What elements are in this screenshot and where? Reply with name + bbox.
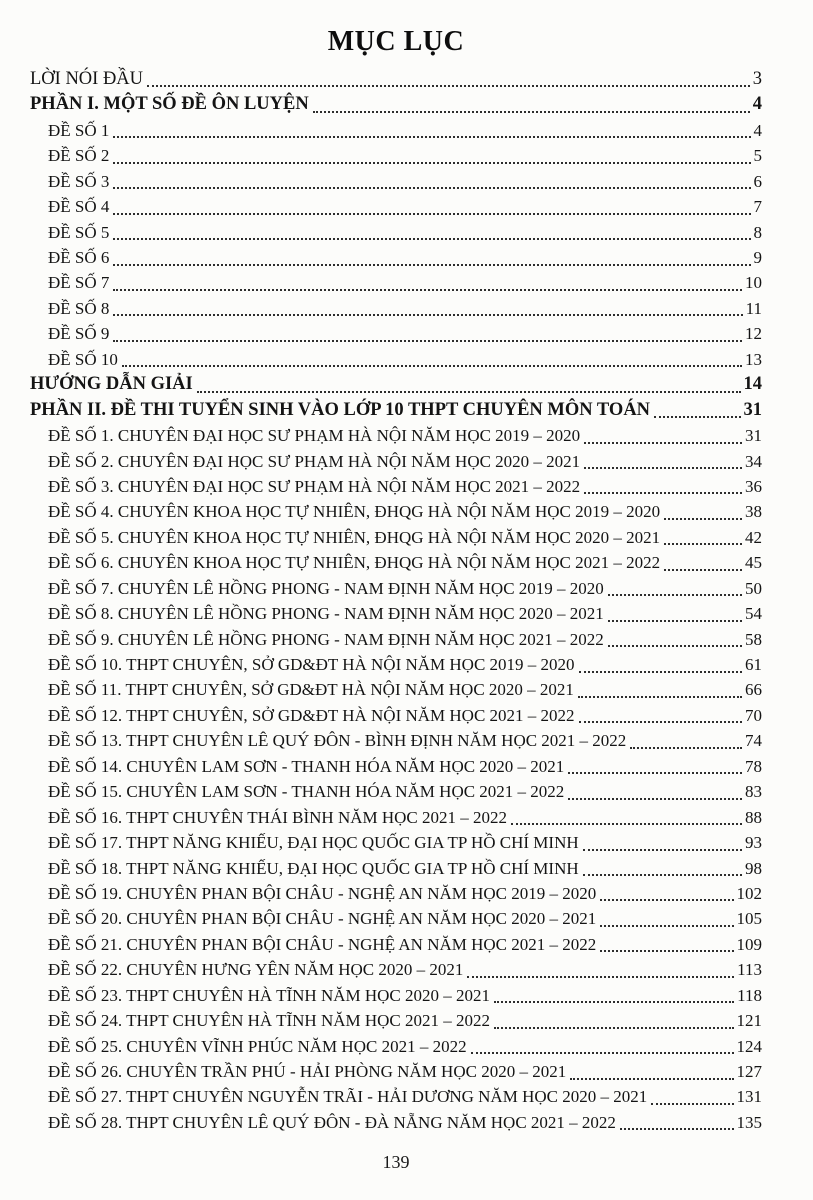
- dot-leader: [620, 1128, 734, 1130]
- toc-entry: [30, 601, 762, 626]
- toc-entry: [30, 703, 762, 728]
- toc-entry-label: ĐỀ SỐ 22. CHUYÊN HƯNG YÊN NĂM HỌC 2020 – 2021: [48, 960, 464, 980]
- dot-leader: [583, 849, 742, 851]
- toc-entry: [30, 652, 762, 677]
- toc-entry: [30, 678, 762, 703]
- dot-leader: [654, 416, 740, 418]
- toc-entry-label: ĐỀ SỐ 9: [48, 324, 110, 344]
- toc-entry: [30, 576, 762, 601]
- toc-entry-label: ĐỀ SỐ 19. CHUYÊN PHAN BỘI CHÂU - NGHỆ AN NĂM HỌC 2019 – 2020: [48, 883, 597, 903]
- toc-entry-label: ĐỀ SỐ 15. CHUYÊN LAM SƠN - THANH HÓA NĂM HỌC 2021 – 2022: [48, 782, 565, 802]
- toc-entry-page: 31: [745, 426, 762, 446]
- dot-leader: [608, 594, 742, 596]
- dot-leader: [113, 213, 750, 215]
- toc-entry-label: ĐỀ SỐ 9. CHUYÊN LÊ HỒNG PHONG - NAM ĐỊNH NĂM HỌC 2021 – 2022: [48, 629, 604, 649]
- toc-entry-label: ĐỀ SỐ 4. CHUYÊN KHOA HỌC TỰ NHIÊN, ĐHQG HÀ NỘI NĂM HỌC 2019 – 2020: [48, 502, 661, 522]
- toc-entry-label: ĐỀ SỐ 23. THPT CHUYÊN HÀ TĨNH NĂM HỌC 2020 – 2021: [48, 985, 491, 1005]
- toc-entry-label: ĐỀ SỐ 11. THPT CHUYÊN, SỞ GD&ĐT HÀ NỘI NĂM HỌC 2020 – 2021: [48, 680, 574, 700]
- toc-entry-page: 10: [745, 273, 762, 293]
- toc-entry-label: PHẦN II. ĐỀ THI TUYỂN SINH VÀO LỚP 10 THPT CHUYÊN MÔN TOÁN: [30, 399, 651, 420]
- toc-entry-page: 118: [737, 985, 762, 1005]
- toc-entry-label: ĐỀ SỐ 16. THPT CHUYÊN THÁI BÌNH NĂM HỌC 2021 – 2022: [48, 807, 508, 827]
- toc-entry-page: 135: [736, 1112, 762, 1132]
- toc-entry: [30, 194, 762, 219]
- toc-entry-page: 124: [736, 1036, 762, 1056]
- toc-entry-label: ĐỀ SỐ 24. THPT CHUYÊN HÀ TĨNH NĂM HỌC 2021 – 2022: [48, 1011, 491, 1031]
- toc-entry-label: ĐỀ SỐ 8: [48, 298, 110, 318]
- toc-entry: [30, 805, 762, 830]
- toc-entry: [30, 372, 762, 397]
- toc-entry-label: ĐỀ SỐ 10: [48, 349, 118, 369]
- toc-entry-page: 109: [736, 934, 762, 954]
- toc-entry: [30, 398, 762, 423]
- dot-leader: [584, 467, 742, 469]
- dot-leader: [113, 162, 750, 164]
- toc-entry-page: 12: [745, 324, 762, 344]
- toc-entry: [30, 271, 762, 296]
- toc-entry-label: ĐỀ SỐ 7: [48, 273, 110, 293]
- toc-entry: [30, 779, 762, 804]
- toc-entry: [30, 118, 762, 143]
- toc-entry-page: 38: [745, 502, 762, 522]
- dot-leader: [579, 671, 742, 673]
- toc-entry: [30, 1034, 762, 1059]
- dot-leader: [197, 391, 741, 393]
- toc-entry-label: ĐỀ SỐ 7. CHUYÊN LÊ HỒNG PHONG - NAM ĐỊNH NĂM HỌC 2019 – 2020: [48, 578, 604, 598]
- toc-entry-page: 78: [745, 756, 762, 776]
- dot-leader: [113, 238, 750, 240]
- toc-entry-page: 34: [745, 451, 762, 471]
- toc-entry-label: ĐỀ SỐ 27. THPT CHUYÊN NGUYỄN TRÃI - HẢI DƯƠNG NĂM HỌC 2020 – 2021: [48, 1087, 648, 1107]
- dot-leader: [113, 264, 750, 266]
- toc-entry: [30, 92, 762, 117]
- toc-entry: [30, 754, 762, 779]
- dot-leader: [122, 365, 742, 367]
- toc-entry-page: 83: [745, 782, 762, 802]
- toc-entry-label: ĐỀ SỐ 5: [48, 222, 110, 242]
- toc-entry-page: 31: [743, 399, 762, 420]
- toc-entry: [30, 627, 762, 652]
- toc-entry: [30, 856, 762, 881]
- toc-entry-label: ĐỀ SỐ 4: [48, 197, 110, 217]
- toc-entry-label: ĐỀ SỐ 2: [48, 146, 110, 166]
- toc-entry: [30, 881, 762, 906]
- toc-entry-label: ĐỀ SỐ 8. CHUYÊN LÊ HỒNG PHONG - NAM ĐỊNH NĂM HỌC 2020 – 2021: [48, 604, 604, 624]
- toc-entry-page: 4: [752, 94, 762, 115]
- dot-leader: [471, 1052, 734, 1054]
- toc-entry-page: 74: [745, 731, 762, 751]
- toc-entry-page: 36: [745, 476, 762, 496]
- table-of-contents: [30, 67, 762, 1135]
- toc-entry-page: 66: [745, 680, 762, 700]
- toc-entry-page: 6: [753, 171, 762, 191]
- toc-entry-page: 98: [745, 858, 762, 878]
- toc-entry-page: 50: [745, 578, 762, 598]
- toc-entry-page: 88: [745, 807, 762, 827]
- dot-leader: [584, 442, 742, 444]
- toc-entry-label: LỜI NÓI ĐẦU: [30, 68, 144, 89]
- toc-entry-label: ĐỀ SỐ 1. CHUYÊN ĐẠI HỌC SƯ PHẠM HÀ NỘI NĂM HỌC 2019 – 2020: [48, 426, 581, 446]
- dot-leader: [568, 772, 742, 774]
- toc-entry-page: 5: [753, 146, 762, 166]
- dot-leader: [511, 823, 742, 825]
- toc-entry-label: ĐỀ SỐ 3: [48, 171, 110, 191]
- toc-entry-page: 113: [737, 960, 762, 980]
- toc-entry-label: ĐỀ SỐ 20. CHUYÊN PHAN BỘI CHÂU - NGHỆ AN NĂM HỌC 2020 – 2021: [48, 909, 597, 929]
- dot-leader: [113, 340, 742, 342]
- toc-entry: [30, 957, 762, 982]
- dot-leader: [494, 1027, 733, 1029]
- toc-entry-page: 9: [753, 248, 762, 268]
- toc-entry: [30, 169, 762, 194]
- toc-entry: [30, 1008, 762, 1033]
- toc-entry-page: 127: [736, 1062, 762, 1082]
- dot-leader: [600, 899, 733, 901]
- toc-entry-page: 45: [745, 553, 762, 573]
- toc-entry-label: ĐỀ SỐ 10. THPT CHUYÊN, SỞ GD&ĐT HÀ NỘI NĂM HỌC 2019 – 2020: [48, 655, 575, 675]
- dot-leader: [600, 950, 733, 952]
- toc-entry-label: ĐỀ SỐ 3. CHUYÊN ĐẠI HỌC SƯ PHẠM HÀ NỘI NĂM HỌC 2021 – 2022: [48, 476, 581, 496]
- toc-entry-label: ĐỀ SỐ 18. THPT NĂNG KHIẾU, ĐẠI HỌC QUỐC GIA TP HỒ CHÍ MINH: [48, 858, 579, 878]
- toc-entry-page: 131: [736, 1087, 762, 1107]
- toc-entry: [30, 1110, 762, 1135]
- dot-leader: [579, 721, 742, 723]
- toc-entry-page: 8: [753, 222, 762, 242]
- toc-entry: [30, 449, 762, 474]
- toc-entry: [30, 906, 762, 931]
- toc-entry-page: 14: [743, 374, 762, 395]
- toc-entry-label: ĐỀ SỐ 2. CHUYÊN ĐẠI HỌC SƯ PHẠM HÀ NỘI NĂM HỌC 2020 – 2021: [48, 451, 581, 471]
- footer-page-number: 139: [382, 1152, 410, 1173]
- dot-leader: [113, 314, 742, 316]
- toc-entry-page: 102: [736, 883, 762, 903]
- dot-leader: [147, 85, 750, 87]
- dot-leader: [113, 187, 750, 189]
- toc-entry: [30, 830, 762, 855]
- toc-entry-page: 42: [745, 527, 762, 547]
- toc-entry-page: 70: [745, 705, 762, 725]
- toc-entry: [30, 525, 762, 550]
- toc-entry: [30, 245, 762, 270]
- toc-entry: [30, 347, 762, 372]
- toc-entry-page: 4: [753, 120, 762, 140]
- toc-entry-label: ĐỀ SỐ 6. CHUYÊN KHOA HỌC TỰ NHIÊN, ĐHQG HÀ NỘI NĂM HỌC 2021 – 2022: [48, 553, 661, 573]
- toc-entry-page: 54: [745, 604, 762, 624]
- toc-entry-label: PHẦN I. MỘT SỐ ĐỀ ÔN LUYỆN: [30, 94, 309, 115]
- toc-entry: [30, 932, 762, 957]
- dot-leader: [608, 620, 742, 622]
- toc-entry-page: 105: [736, 909, 762, 929]
- toc-entry: [30, 728, 762, 753]
- dot-leader: [494, 1001, 734, 1003]
- toc-entry-page: 3: [752, 68, 762, 89]
- toc-entry: [30, 321, 762, 346]
- toc-entry-page: 121: [736, 1011, 762, 1031]
- dot-leader: [113, 136, 750, 138]
- dot-leader: [664, 518, 742, 520]
- toc-entry: [30, 220, 762, 245]
- toc-entry-label: ĐỀ SỐ 25. CHUYÊN VĨNH PHÚC NĂM HỌC 2021 – 2022: [48, 1036, 467, 1056]
- dot-leader: [568, 798, 742, 800]
- toc-entry-label: ĐỀ SỐ 14. CHUYÊN LAM SƠN - THANH HÓA NĂM HỌC 2020 – 2021: [48, 756, 565, 776]
- toc-entry-page: 93: [745, 833, 762, 853]
- toc-entry-label: ĐỀ SỐ 26. CHUYÊN TRẦN PHÚ - HẢI PHÒNG NĂM HỌC 2020 – 2021: [48, 1062, 567, 1082]
- toc-entry: [30, 296, 762, 321]
- dot-leader: [630, 747, 742, 749]
- toc-entry: [30, 983, 762, 1008]
- toc-entry-label: ĐỀ SỐ 28. THPT CHUYÊN LÊ QUÝ ĐÔN - ĐÀ NẴNG NĂM HỌC 2021 – 2022: [48, 1112, 616, 1132]
- dot-leader: [608, 645, 742, 647]
- toc-entry: [30, 474, 762, 499]
- toc-entry-label: HƯỚNG DẪN GIẢI: [30, 374, 193, 395]
- dot-leader: [313, 111, 750, 113]
- dot-leader: [578, 696, 742, 698]
- page-title: MỤC LỤC: [327, 26, 465, 57]
- dot-leader: [664, 543, 742, 545]
- dot-leader: [600, 925, 733, 927]
- toc-entry-label: ĐỀ SỐ 17. THPT NĂNG KHIẾU, ĐẠI HỌC QUỐC GIA TP HỒ CHÍ MINH: [48, 833, 579, 853]
- dot-leader: [113, 289, 742, 291]
- dot-leader: [664, 569, 742, 571]
- toc-entry-label: ĐỀ SỐ 13. THPT CHUYÊN LÊ QUÝ ĐÔN - BÌNH ĐỊNH NĂM HỌC 2021 – 2022: [48, 731, 627, 751]
- dot-leader: [583, 874, 742, 876]
- toc-entry: [30, 423, 762, 448]
- toc-entry-page: 13: [745, 349, 762, 369]
- dot-leader: [584, 492, 742, 494]
- toc-entry-page: 61: [745, 655, 762, 675]
- dot-leader: [651, 1103, 733, 1105]
- toc-entry: [30, 499, 762, 524]
- toc-entry-label: ĐỀ SỐ 6: [48, 248, 110, 268]
- toc-entry-page: 11: [745, 298, 762, 318]
- toc-entry: [30, 1059, 762, 1084]
- toc-entry-label: ĐỀ SỐ 21. CHUYÊN PHAN BỘI CHÂU - NGHỆ AN NĂM HỌC 2021 – 2022: [48, 934, 597, 954]
- toc-entry-label: ĐỀ SỐ 12. THPT CHUYÊN, SỞ GD&ĐT HÀ NỘI NĂM HỌC 2021 – 2022: [48, 705, 575, 725]
- toc-entry: [30, 550, 762, 575]
- toc-entry: [30, 67, 762, 92]
- toc-entry: [30, 1085, 762, 1110]
- toc-entry-page: 7: [753, 197, 762, 217]
- toc-entry-page: 58: [745, 629, 762, 649]
- dot-leader: [467, 976, 734, 978]
- toc-entry-label: ĐỀ SỐ 1: [48, 120, 110, 140]
- toc-entry: [30, 143, 762, 168]
- dot-leader: [570, 1078, 733, 1080]
- toc-entry-label: ĐỀ SỐ 5. CHUYÊN KHOA HỌC TỰ NHIÊN, ĐHQG HÀ NỘI NĂM HỌC 2020 – 2021: [48, 527, 661, 547]
